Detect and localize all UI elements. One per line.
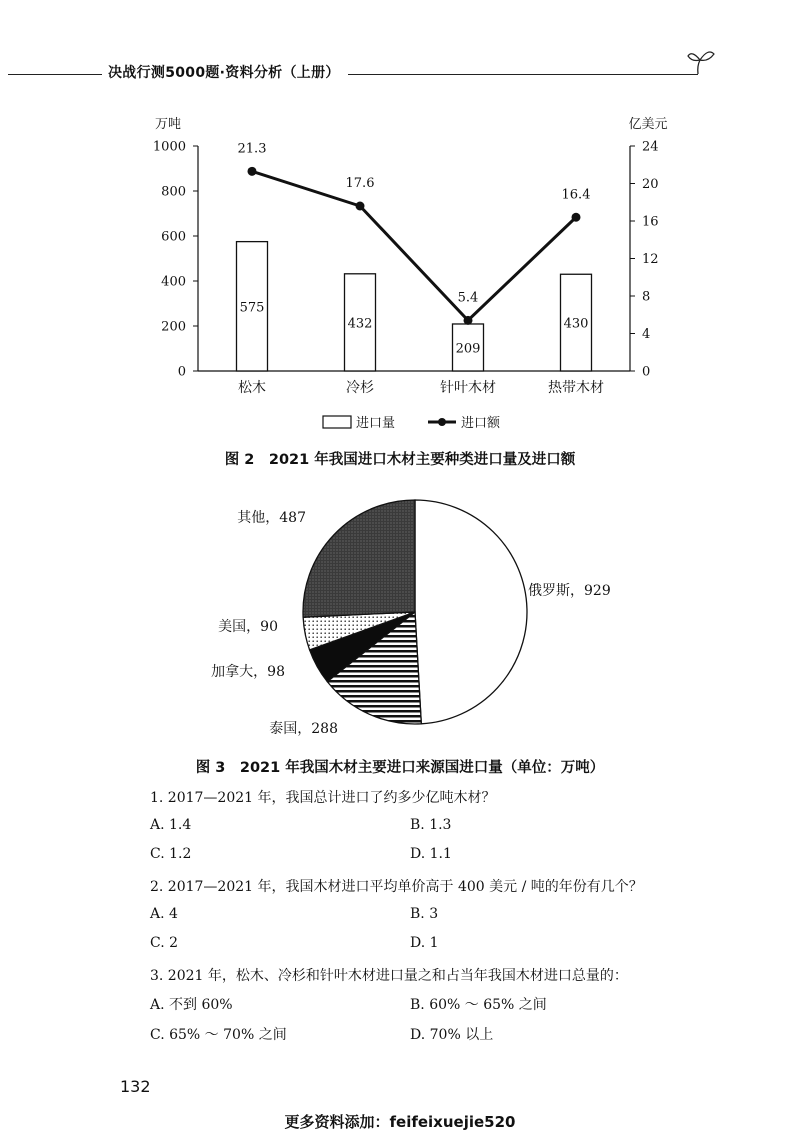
question-3-option-d: D. 70% 以上 bbox=[410, 1027, 494, 1043]
page-number: 132 bbox=[120, 1077, 151, 1096]
right-axis-tick-label: 12 bbox=[642, 252, 659, 267]
question-2-option-b: B. 3 bbox=[410, 906, 439, 922]
bar-value-label: 430 bbox=[563, 316, 589, 332]
pie-label: 泰国，288 bbox=[269, 721, 338, 737]
category-label: 冷杉 bbox=[346, 380, 374, 396]
left-axis-tick-label: 200 bbox=[161, 319, 186, 335]
pie-slice bbox=[303, 500, 415, 617]
question-2-stem: 2. 2017—2021 年，我国木材进口平均单价高于 400 美元 / 吨的年份有几个？ bbox=[150, 879, 643, 895]
line-point bbox=[356, 202, 365, 211]
right-axis-tick-label: 24 bbox=[642, 139, 659, 155]
category-label: 松木 bbox=[238, 380, 266, 396]
import-by-source-pie bbox=[0, 470, 800, 750]
import-by-type-chart bbox=[0, 100, 800, 445]
figure-3-caption: 图 3 2021 年我国木材主要进口来源国进口量（单位：万吨） bbox=[195, 760, 605, 776]
left-axis-tick-label: 400 bbox=[161, 274, 186, 290]
header-rule-right bbox=[348, 74, 698, 75]
line-point bbox=[248, 167, 257, 176]
pie-label: 其他，487 bbox=[237, 510, 306, 526]
running-header-title: 决战行测5000题·资料分析（上册） bbox=[108, 65, 340, 81]
question-1-option-a: A. 1.4 bbox=[150, 817, 192, 833]
left-axis-tick-label: 1000 bbox=[152, 139, 186, 155]
line-point bbox=[572, 213, 581, 222]
line-point bbox=[464, 316, 473, 325]
right-axis-unit: 亿美元 bbox=[628, 117, 668, 132]
right-axis-tick-label: 4 bbox=[642, 327, 651, 342]
question-2-option-d: D. 1 bbox=[410, 935, 439, 951]
line-value-label: 21.3 bbox=[237, 141, 267, 157]
header-rule-left bbox=[8, 74, 102, 75]
question-3-option-c: C. 65% ～ 70% 之间 bbox=[150, 1027, 287, 1043]
left-axis bbox=[153, 117, 630, 380]
pie-label: 美国，90 bbox=[218, 619, 278, 635]
question-3-option-b: B. 60% ～ 65% 之间 bbox=[410, 997, 547, 1013]
line-path bbox=[252, 171, 576, 320]
question-2-option-a: A. 4 bbox=[150, 906, 178, 922]
category-label: 热带木材 bbox=[548, 380, 604, 396]
question-1-option-d: D. 1.1 bbox=[410, 846, 452, 862]
right-axis bbox=[628, 117, 667, 380]
line-value-label: 16.4 bbox=[561, 187, 591, 203]
question-1-stem: 1. 2017—2021 年，我国总计进口了约多少亿吨木材？ bbox=[150, 790, 496, 806]
right-axis-tick-label: 0 bbox=[642, 364, 651, 380]
category-labels bbox=[238, 379, 604, 396]
bar-value-label: 432 bbox=[347, 316, 373, 332]
sprout-icon bbox=[684, 44, 720, 80]
line-value-label: 5.4 bbox=[457, 290, 479, 306]
left-axis-tick-label: 800 bbox=[161, 184, 186, 200]
bar-value-label: 209 bbox=[455, 341, 481, 357]
question-3-stem: 3. 2021 年，松木、冷杉和针叶木材进口量之和占当年我国木材进口总量的： bbox=[150, 968, 628, 984]
question-3-option-a: A. 不到 60% bbox=[150, 997, 233, 1013]
question-1-option-b: B. 1.3 bbox=[410, 817, 452, 833]
left-axis-unit: 万吨 bbox=[154, 117, 182, 132]
category-label: 针叶木材 bbox=[440, 380, 496, 396]
legend-line-label: 进口额 bbox=[461, 416, 501, 431]
right-axis-tick-label: 8 bbox=[642, 289, 651, 305]
pie-label: 加拿大，98 bbox=[211, 664, 285, 680]
line-series bbox=[238, 141, 591, 325]
legend-bar-label: 进口量 bbox=[356, 416, 396, 431]
footer-note: 更多资料添加：feifeixuejie520 bbox=[284, 1113, 516, 1131]
legend bbox=[323, 415, 501, 431]
right-axis-tick-label: 16 bbox=[642, 214, 659, 230]
figure-2-caption: 图 2 2021 年我国进口木材主要种类进口量及进口额 bbox=[224, 452, 576, 468]
pie-slices bbox=[303, 500, 527, 724]
pie-slice bbox=[415, 500, 527, 724]
left-axis-tick-label: 0 bbox=[177, 364, 186, 380]
line-value-label: 17.6 bbox=[345, 176, 375, 191]
bar-value-label: 575 bbox=[239, 300, 265, 316]
question-2-option-c: C. 2 bbox=[150, 935, 179, 951]
legend-bar-swatch bbox=[323, 416, 351, 428]
left-axis-tick-label: 600 bbox=[161, 229, 186, 245]
legend-line-marker bbox=[438, 418, 446, 426]
question-1-option-c: C. 1.2 bbox=[150, 846, 192, 862]
pie-label: 俄罗斯，929 bbox=[528, 583, 611, 599]
right-axis-tick-label: 20 bbox=[642, 177, 659, 192]
